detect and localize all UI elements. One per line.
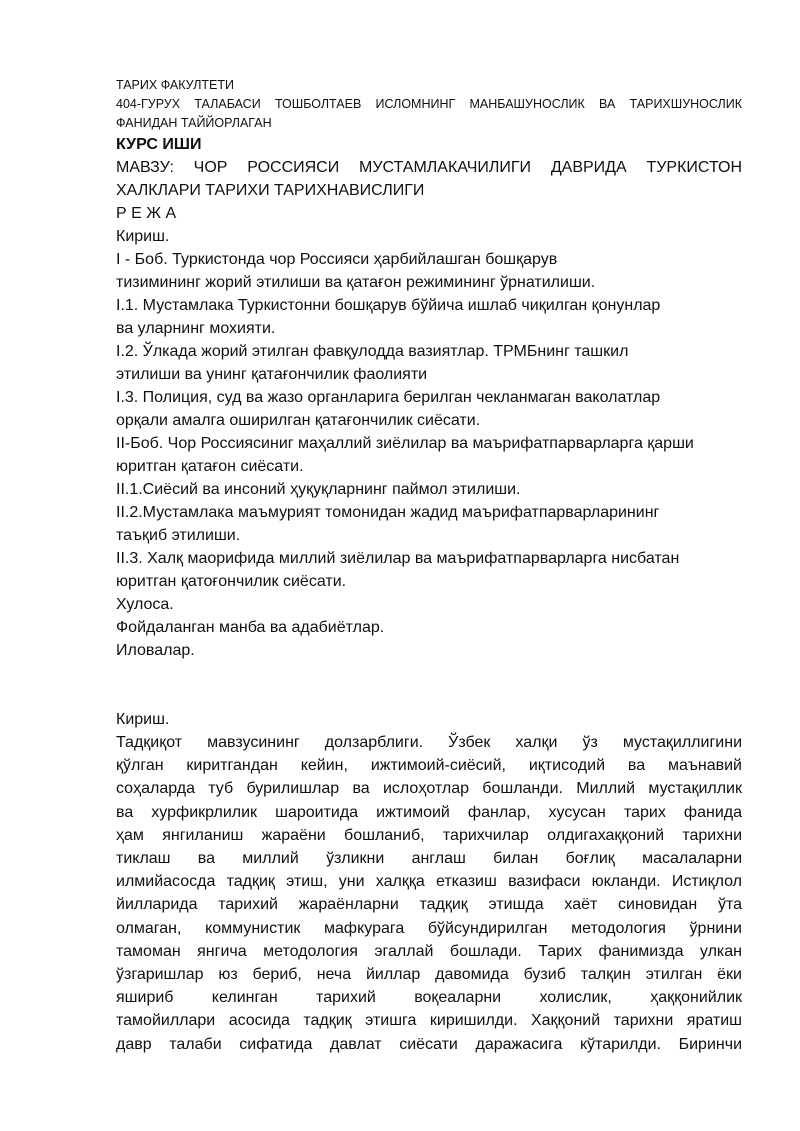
intro-line: илмийасосда тадқиқ этиш, уни халққа етказиш вазифаси юкланди. Истиқлол [116,873,742,891]
intro-line: ҳам янгиланиш жараёни бошланиб, тарихчилар олдигахаққоний тарихни [116,826,742,844]
plan-item: I - Боб. Туркистонда чор Россияси ҳарбийлашган бошқарув [116,251,558,268]
plan-item: юритган қатоғончилик сиёсати. [116,573,347,590]
plan-item: Фойдаланган манба ва адабиётлар. [116,619,385,636]
plan-item: Хулоса. [116,596,174,613]
intro-line: йилларида тарихий жараёнларни тадқиқ этишда хаёт синовидан ўта [116,896,742,914]
intro-line: Тадқиқот мавзусининг долзарблиги. Ўзбек халқи ўз мустақиллигини [116,734,742,751]
intro-line: ўзгаришлар юз бериб, неча йиллар давомида бузиб талқин этилган ёки [116,966,742,984]
student-line-1: 404-ГУРУХ ТАЛАБАСИ ТОШБОЛТАЕВ ИСЛОМНИНГ МАНБАШУНОСЛИК ВА ТАРИХШУНОСЛИК [116,97,742,111]
plan-title: Р Е Ж А [116,205,177,222]
intro-line: қўлган киритгандан кейин, ижтимоий-сиёсий, иқтисодий ва маънавий [116,757,742,775]
intro-heading: Кириш. [116,711,170,728]
intro-line: тиклаш ва миллий ўзликни англаш билан боғлиқ масалаларни [116,850,742,868]
plan-item: II-Боб. Чор Россиясиниг маҳаллий зиёлилар ва маърифатпарварларга қарши [116,435,694,452]
intro-line: яшириб келинган тарихий воқеаларни холислик, ҳаққонийлик [116,989,742,1007]
plan-item: II.2.Мустамлака маъмурият томонидан жадид маърифатпарварларининг [116,504,660,521]
student-line-2: ФАНИДАН ТАЙЙОРЛАГАН [116,116,272,130]
plan-item: орқали амалга оширилган қатағончилик сиёсати. [116,412,481,429]
plan-item: Иловалар. [116,642,195,659]
section-spacer [116,662,742,708]
intro-line: олмаган, коммунистик мафкурага бўйсундирилган методология ўрнини [116,919,742,937]
plan-item: II.3. Халқ маорифида миллий зиёлилар ва маърифатпарварларга нисбатан [116,550,680,567]
plan-item: таъқиб этилиши. [116,527,241,544]
intro-paragraph [116,731,742,1056]
plan-list [116,225,742,662]
faculty-label: ТАРИХ ФАКУЛТЕТИ [116,78,234,92]
intro-line: соҳаларда туб бурилишлар ва ислоҳотлар бошланди. Миллий мустақиллик [116,780,742,798]
plan-item: Кириш. [116,228,170,245]
theme-line-1: МАВЗУ: ЧОР РОССИЯСИ МУСТАМЛАКАЧИЛИГИ ДАВРИДА ТУРКИСТОН [116,159,742,176]
plan-item: этилиши ва унинг қатағончилик фаолияти [116,366,428,383]
plan-item: юритган қатағон сиёсати. [116,458,304,475]
intro-line: тамоман янгича методология эгаллай бошлади. Тарих фанимизда улкан [116,942,742,960]
plan-item: II.1.Сиёсий ва инсоний ҳуқуқларнинг паймол этилиши. [116,481,521,498]
intro-line: давр талаби сифатида давлат сиёсати даражасига кўтарилди. Биринчи [116,1035,742,1053]
plan-item: I.2. Ўлкада жорий этилган фавқулодда вазиятлар. ТРМБнинг ташкил [116,343,629,360]
plan-item: I.1. Мустамлака Туркистонни бошқарув бўйича ишлаб чиқилган қонунлар [116,297,661,314]
plan-item: I.3. Полиция, суд ва жазо органларига берилган чекланмаган ваколатлар [116,389,661,406]
work-type-heading: КУРС ИШИ [116,136,202,153]
document-content [116,76,742,1056]
plan-item: ва уларнинг мохияти. [116,320,276,337]
intro-line: ва хурфикрлилик шароитида ижтимоий фанлар, хусусан тарих фанида [116,803,742,821]
plan-item: тизимининг жорий этилиши ва қатағон режимининг ўрнатилиши. [116,274,596,291]
intro-line: тамойиллари асосида тадқиқ этишга киришилди. Хаққоний тарихни яратиш [116,1012,742,1030]
theme-line-2: ХАЛКЛАРИ ТАРИХИ ТАРИХНАВИСЛИГИ [116,182,425,199]
